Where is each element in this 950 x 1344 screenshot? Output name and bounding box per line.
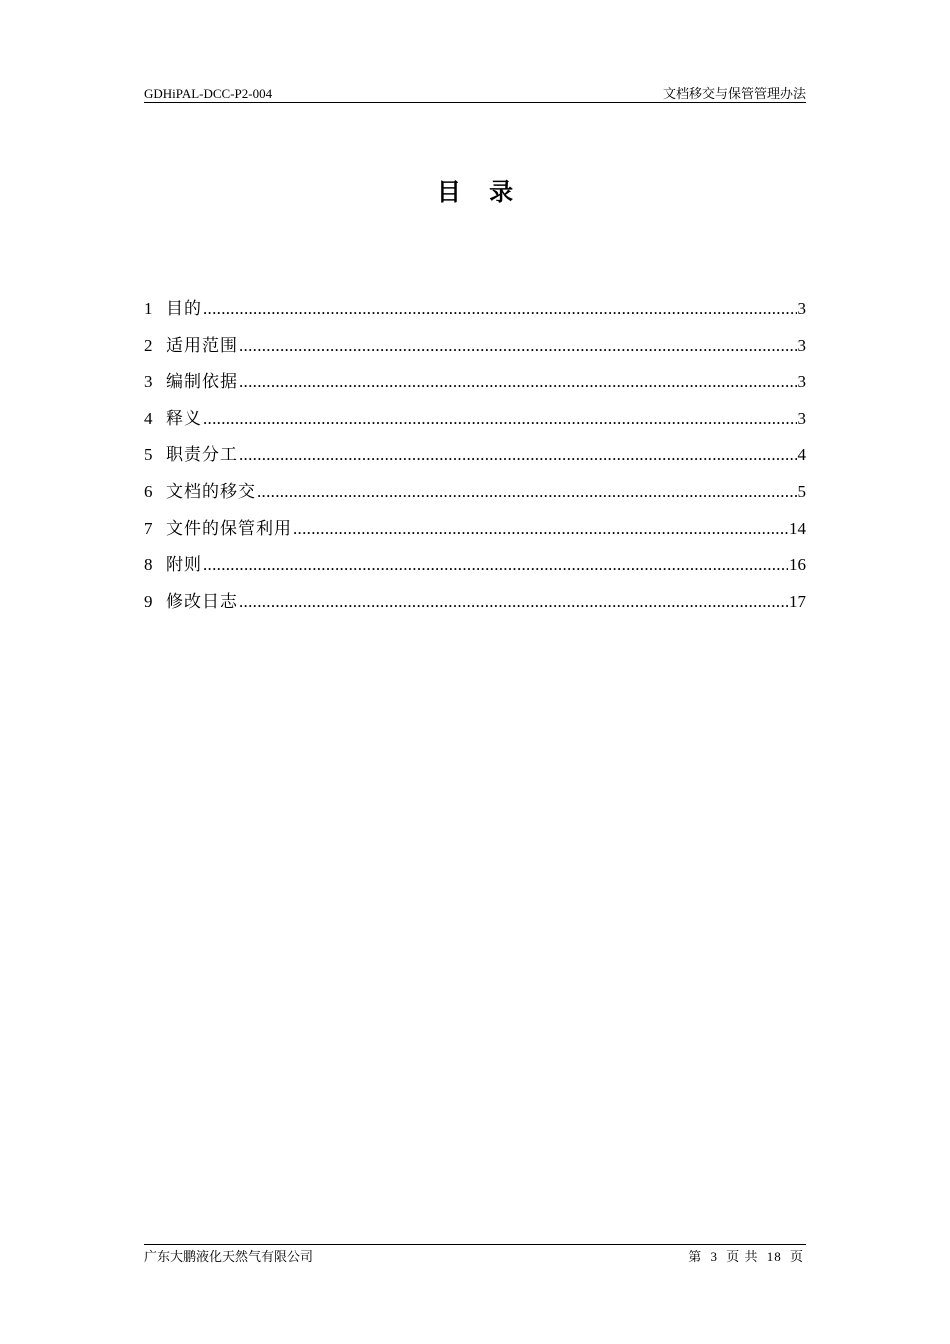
toc-entry[interactable] bbox=[144, 547, 806, 584]
toc-leader-dots bbox=[203, 547, 788, 584]
toc-leader-dots bbox=[203, 291, 797, 328]
toc-entry[interactable] bbox=[144, 401, 806, 438]
page-footer bbox=[144, 1244, 806, 1267]
toc-entry-label: 修改日志 bbox=[166, 591, 238, 611]
toc-entry[interactable] bbox=[144, 291, 806, 328]
toc-leader-dots bbox=[239, 584, 788, 621]
header-doc-title: 文档移交与保管管理办法 bbox=[662, 86, 806, 101]
toc-entry-number: 3 bbox=[144, 372, 153, 392]
toc-entry-page: 3 bbox=[797, 299, 806, 318]
toc-entry-label: 释义 bbox=[166, 408, 202, 428]
toc-leader-dots bbox=[239, 437, 797, 474]
toc-entry-page: 3 bbox=[797, 372, 806, 392]
toc-entry[interactable] bbox=[144, 511, 806, 548]
toc-entry-number: 6 bbox=[144, 481, 153, 501]
toc-entry-page: 16 bbox=[789, 555, 806, 575]
toc-leader-dots bbox=[257, 474, 797, 511]
toc-entry-page: 3 bbox=[797, 335, 806, 355]
toc-entry-number: 9 bbox=[144, 591, 153, 611]
toc-leader-dots bbox=[203, 401, 797, 438]
toc-entry-number: 5 bbox=[144, 445, 153, 465]
toc-entry-page: 3 bbox=[797, 408, 806, 428]
toc-entry-number: 4 bbox=[144, 408, 153, 428]
toc-entry-number: 7 bbox=[144, 518, 153, 538]
footer-page-current: 3 bbox=[710, 1249, 718, 1264]
toc-entry-label: 文件的保管利用 bbox=[166, 518, 292, 538]
toc-entry-number: 2 bbox=[144, 335, 153, 355]
footer-company: 广东大鹏液化天然气有限公司 bbox=[144, 1249, 314, 1264]
toc-leader-dots bbox=[239, 328, 797, 365]
footer-page-info bbox=[686, 1247, 806, 1267]
toc-entry[interactable] bbox=[144, 328, 806, 365]
toc-entry-label: 文档的移交 bbox=[166, 481, 256, 501]
header-doc-code: GDHiPAL-DCC-P2-004 bbox=[144, 86, 273, 101]
toc-entry[interactable] bbox=[144, 474, 806, 511]
table-of-contents bbox=[144, 291, 806, 620]
toc-entry-label: 附则 bbox=[166, 555, 202, 575]
page-header bbox=[144, 86, 806, 103]
toc-entry-label: 职责分工 bbox=[166, 445, 238, 465]
toc-entry-label: 目的 bbox=[166, 299, 202, 318]
footer-page-prefix: 第 bbox=[688, 1249, 703, 1264]
toc-entry[interactable] bbox=[144, 584, 806, 621]
toc-entry-number: 8 bbox=[144, 555, 153, 575]
footer-page-mid: 页 共 bbox=[726, 1249, 759, 1264]
footer-page-suffix: 页 bbox=[789, 1249, 804, 1264]
toc-entry-page: 14 bbox=[789, 518, 806, 538]
toc-title: 目 录 bbox=[436, 178, 524, 206]
toc-entry[interactable] bbox=[144, 437, 806, 474]
toc-entry-number: 1 bbox=[144, 299, 153, 318]
toc-entry-label: 编制依据 bbox=[166, 372, 238, 392]
toc-leader-dots bbox=[239, 364, 797, 401]
toc-entry-page: 17 bbox=[789, 591, 806, 611]
toc-entry-label: 适用范围 bbox=[166, 335, 238, 355]
toc-entry[interactable] bbox=[144, 364, 806, 401]
toc-entry-page: 4 bbox=[797, 445, 806, 465]
footer-page-total: 18 bbox=[766, 1249, 782, 1264]
toc-entry-page: 5 bbox=[797, 481, 806, 501]
toc-leader-dots bbox=[293, 511, 788, 548]
